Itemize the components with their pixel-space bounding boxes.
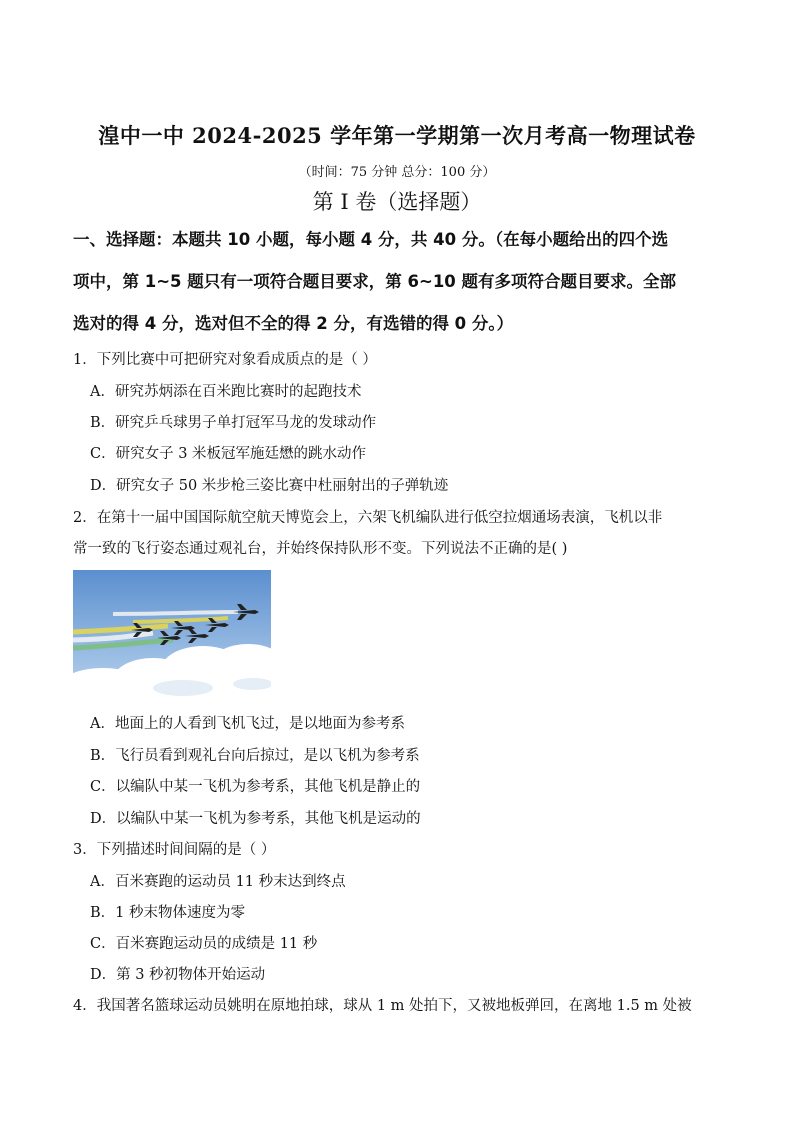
question-4-stem: 4．我国著名篮球运动员姚明在原地拍球，球从 1 m 处拍下，又被地板弹回，在离地 1.5 m 处被	[73, 998, 692, 1014]
question-3-option-d: D．第 3 秒初物体开始运动	[90, 967, 266, 983]
question-1-option-a: A．研究苏炳添在百米跑比赛时的起跑技术	[90, 384, 362, 400]
jet-formation-image	[73, 570, 271, 702]
question-3-option-a: A．百米赛跑的运动员 11 秒末达到终点	[90, 874, 346, 890]
section-title: 第 I 卷（选择题）	[312, 190, 482, 214]
instructions-line-1: 一、选择题：本题共 10 小题，每小题 4 分，共 40 分。（在每小题给出的四个选	[73, 230, 669, 249]
question-2-option-c: C．以编队中某一飞机为参考系，其他飞机是静止的	[90, 779, 421, 795]
question-1-stem: 1．下列比赛中可把研究对象看成质点的是（ ）	[73, 352, 377, 368]
exam-subtitle: （时间：75 分钟 总分：100 分）	[298, 165, 496, 180]
question-3-option-c: C．百米赛跑运动员的成绩是 11 秒	[90, 936, 318, 952]
question-2-option-a: A．地面上的人看到飞机飞过，是以地面为参考系	[90, 716, 405, 732]
question-2-option-b: B．飞行员看到观礼台向后掠过，是以飞机为参考系	[90, 748, 420, 764]
question-1-option-d: D．研究女子 50 米步枪三姿比赛中杜丽射出的子弹轨迹	[90, 478, 449, 494]
question-2-stem-line-1: 2．在第十一届中国国际航空航天博览会上，六架飞机编队进行低空拉烟通场表演，飞机以非	[73, 510, 663, 526]
question-2-option-d: D．以编队中某一飞机为参考系，其他飞机是运动的	[90, 811, 421, 827]
question-1-option-b: B．研究乒乓球男子单打冠军马龙的发球动作	[90, 415, 377, 431]
exam-title: 湟中一中 2024-2025 学年第一学期第一次月考高一物理试卷	[98, 123, 696, 148]
instructions-line-3: 选对的得 4 分，选对但不全的得 2 分，有选错的得 0 分。）	[73, 314, 514, 333]
question-2-stem-line-2: 常一致的飞行姿态通过观礼台，并始终保持队形不变。下列说法不正确的是( )	[73, 541, 568, 557]
question-1-option-c: C．研究女子 3 米板冠军施廷懋的跳水动作	[90, 446, 367, 462]
question-3-stem: 3．下列描述时间间隔的是（ ）	[73, 842, 276, 858]
instructions-line-2: 项中，第 1~5 题只有一项符合题目要求，第 6~10 题有多项符合题目要求。全部	[73, 272, 677, 291]
question-3-option-b: B．1 秒末物体速度为零	[90, 905, 245, 921]
